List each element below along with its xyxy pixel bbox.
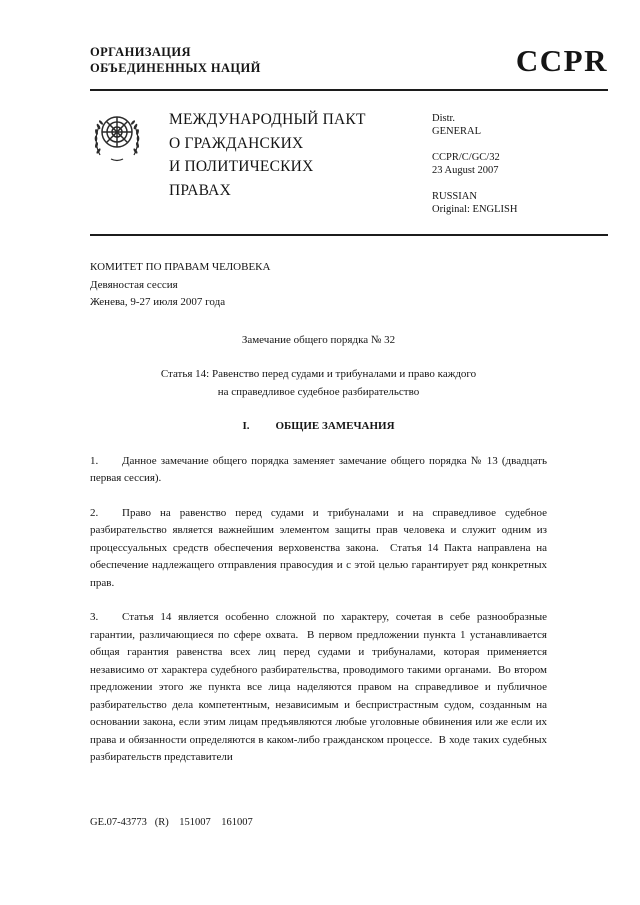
document-body — [90, 259, 550, 767]
organization-name-line2: ОБЪЕДИНЕННЫХ НАЦИЙ — [90, 61, 261, 75]
document-metadata — [432, 108, 608, 216]
section-title: ОБЩИЕ ЗАМЕЧАНИЯ — [275, 420, 395, 432]
paragraph-3-number: 3. — [90, 611, 99, 623]
language-block — [432, 190, 608, 216]
paragraph-1 — [90, 453, 550, 488]
document-header — [90, 44, 608, 78]
section-heading — [90, 418, 547, 436]
session-venue: Женева, 9-27 июля 2007 года — [90, 296, 226, 308]
document-subtitle-line1: Статья 14: Равенство перед судами и трибуналами и право каждого — [160, 368, 477, 380]
symbol-date-block — [432, 151, 608, 177]
treaty-title-line2: О ГРАЖДАНСКИХ — [169, 134, 304, 152]
session-name: Девяностая сессия — [90, 278, 178, 291]
organization-name-line1: ОРГАНИЗАЦИЯ — [90, 45, 191, 59]
un-emblem-icon — [92, 110, 142, 164]
distribution-label: Distr. — [432, 113, 456, 124]
document-subtitle — [90, 366, 547, 401]
paragraph-1-number: 1. — [90, 454, 99, 467]
document-title: Замечание общего порядка № 32 — [241, 333, 396, 346]
organization-name — [90, 44, 261, 76]
distribution-value: GENERAL — [432, 126, 481, 137]
committee-name: КОМИТЕТ ПО ПРАВАМ ЧЕЛОВЕКА — [90, 261, 271, 273]
document-date: 23 August 2007 — [432, 165, 499, 176]
document-symbol: CCPR/C/GC/32 — [432, 152, 500, 163]
treaty-title — [169, 108, 421, 202]
footer-reference: GE.07-43773 (R) 151007 161007 — [90, 817, 253, 828]
treaty-title-line4: ПРАВАХ — [169, 181, 231, 199]
document-language: RUSSIAN — [432, 191, 477, 202]
paragraph-3 — [90, 609, 550, 767]
paragraph-2 — [90, 505, 550, 593]
header-divider — [90, 89, 608, 91]
masthead-divider — [90, 234, 608, 236]
committee-block — [90, 259, 547, 312]
paragraph-1-text: Данное замечание общего порядка заменяет замечание общего порядка № 13 (двадцать первая сессия). — [90, 454, 550, 484]
document-series-symbol: CCPR — [515, 43, 608, 78]
masthead — [90, 108, 608, 216]
treaty-title-line1: МЕЖДУНАРОДНЫЙ ПАКТ — [169, 111, 366, 128]
document-subtitle-line2: на справедливое судебное разбирательство — [217, 385, 420, 398]
original-language: Original: ENGLISH — [432, 204, 518, 215]
section-number: I. — [242, 420, 250, 432]
paragraph-2-text: Право на равенство перед судами и трибуналами и на справедливое судебное разбирательство является важнейшим элементом защиты прав человека и служит одним из процессуальных средств обеспечения верховенства закона. Статья 14 Пакта направлена на обеспечение надлежащего отправления правосудия и с этой целью гарантирует ряд конкретных прав. — [90, 506, 550, 589]
distribution-block — [432, 112, 608, 138]
treaty-title-line3: И ПОЛИТИЧЕСКИХ — [169, 158, 314, 175]
paragraph-2-number: 2. — [90, 506, 99, 519]
paragraph-3-text: Статья 14 является особенно сложной по характеру, сочетая в себе разнообразные гарантии, различающиеся по сфере охвата. В первом предложении пункта 1 устанавливается общая гарантия равенства всех лиц перед судами и трибуналами, которая применяется независимо от характера судебного разбирательства, проводимого такими органами. Во втором предложении этого же пункта все лица наделяются правом на справедливое и публичное разбирательство дела компетентным, независимым и беспристрастным судом, созданным на основании закона, если этим лицам предъявляются любые уголовные обвинения или же если их права и обязанности определяются в каком-либо гражданском процессе. В ходе таких судебных разбирательств представители — [90, 611, 550, 763]
